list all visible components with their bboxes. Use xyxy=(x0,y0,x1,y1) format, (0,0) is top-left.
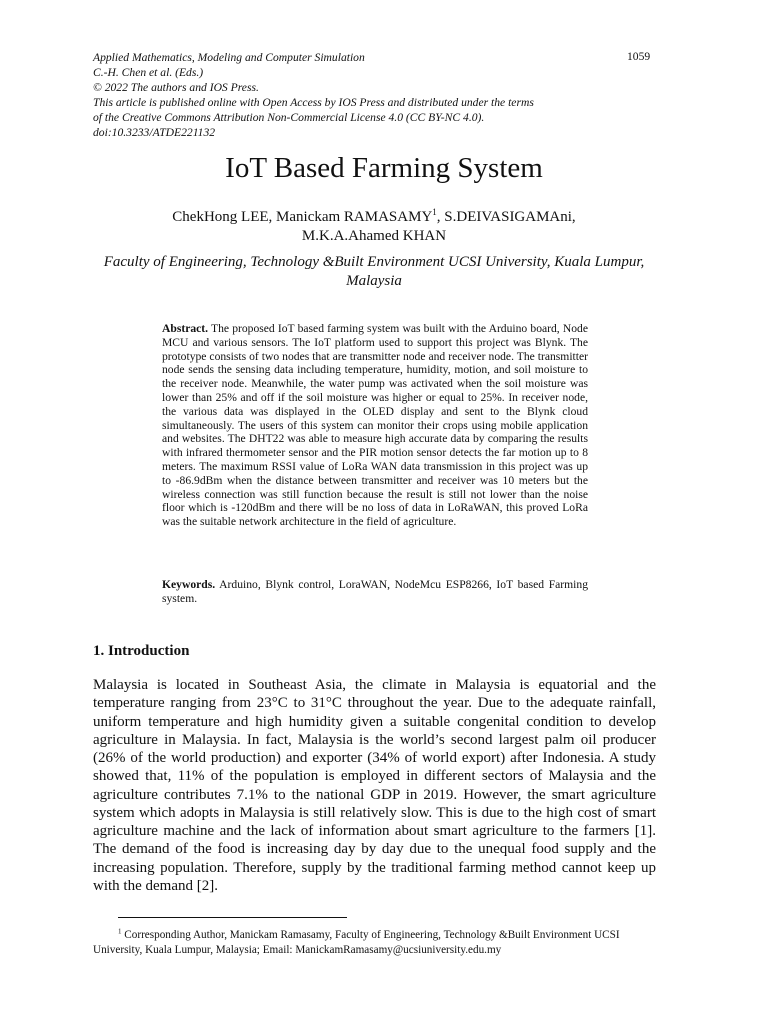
author-footnote-mark: 1 xyxy=(432,207,437,217)
abstract xyxy=(162,322,588,529)
footnote-mark: 1 xyxy=(118,927,122,936)
affiliation: Faculty of Engineering, Technology &Built Environment UCSI University, Kuala Lumpur, Malaysia xyxy=(103,254,645,289)
footnote-text: Corresponding Author, Manickam Ramasamy, Faculty of Engineering, Technology &Built Environment UCSI University, Kuala Lumpur, Malaysia; Email: ManickamRamasamy@ucsiuniversity.edu.my xyxy=(93,929,620,956)
doi: doi:10.3233/ATDE221132 xyxy=(93,126,216,139)
license-line-1: This article is published online with Open Access by IOS Press and distributed under the terms xyxy=(93,96,534,109)
authors-line-1-rest: , S.DEIVASIGAMAni, xyxy=(436,209,576,225)
footnote xyxy=(93,928,656,957)
authors-line-1: ChekHong LEE, Manickam RAMASAMY xyxy=(172,209,433,225)
keywords-text: Arduino, Blynk control, LoraWAN, NodeMcu ESP8266, IoT based Farming system. xyxy=(162,578,588,605)
journal-name: Applied Mathematics, Modeling and Computer Simulation xyxy=(93,51,365,64)
page-number: 1059 xyxy=(627,50,651,63)
abstract-label: Abstract. xyxy=(162,322,209,335)
authors-line-2: M.K.A.Ahamed KHAN xyxy=(301,228,447,244)
author-list xyxy=(93,208,655,246)
section-heading: 1. Introduction xyxy=(93,643,190,659)
paper-title: IoT Based Farming System xyxy=(225,152,543,184)
introduction-paragraph: Malaysia is located in Southeast Asia, the climate in Malaysia is equatorial and the temperature ranging from 23°C to 31°C throughout the year. Due to the adequate rainfall, uniform temperature and high humidity given a suitable congenital condition to develop agriculture in Malaysia. In fact, Malaysia is the world’s second largest palm oil producer (26% of the world production) and exporter (34% of world export) after Indonesia. A study showed that, 11% of the population is employed in different sectors of Malaysia and the agriculture contributes 7.1% to the national GDP in 2019. However, the smart agriculture system which adopts in Malaysia is still relatively slow. This is due to the high cost of smart agriculture machine and the lack of information about smart agriculture to the farmers [1]. The demand of the food is increasing day by day due to the unequal food supply and the increasing population. Therefore, supply by the traditional farming method cannot keep up with the demand [2]. xyxy=(93,677,656,894)
abstract-text: The proposed IoT based farming system was built with the Arduino board, Node MCU and various sensors. The IoT platform used to support this project was Blynk. The prototype consists of two nodes that are transmitter node and receiver node. The transmitter node sends the sensing data including temperature, humidity, motion, and soil moisture to the receiver node. Meanwhile, the water pump was activated when the soil moisture was lower than 25% and off if the soil moisture was higher or equal to 25%. In receiver node, the various data was displayed in the OLED display and sent to the Blynk cloud simultaneously. The users of this system can monitor their crops using mobile application and websites. The DHT22 was able to measure high accurate data by comparing the results with infrared thermometer sensor and the PIR motion sensor detects the far motion up to 8 meters. The maximum RSSI value of LoRa WAN data transmission in this project was up to -86.9dBm when the distance between transmitter and receiver was 10 meters but the wireless connection was still function because the result is still not lower than the noise floor which is -120dBm and there will be no loss of data in LoRaWAN, this proved LoRa was the suitable network architecture in the field of agriculture. xyxy=(162,322,588,529)
license-line-2: of the Creative Commons Attribution Non-Commercial License 4.0 (CC BY-NC 4.0). xyxy=(93,111,485,124)
footnote-divider xyxy=(118,917,347,918)
editors: C.-H. Chen et al. (Eds.) xyxy=(93,66,204,79)
keywords-label: Keywords. xyxy=(162,578,216,591)
running-header xyxy=(93,50,655,140)
keywords xyxy=(162,578,588,606)
copyright: © 2022 The authors and IOS Press. xyxy=(93,81,259,94)
